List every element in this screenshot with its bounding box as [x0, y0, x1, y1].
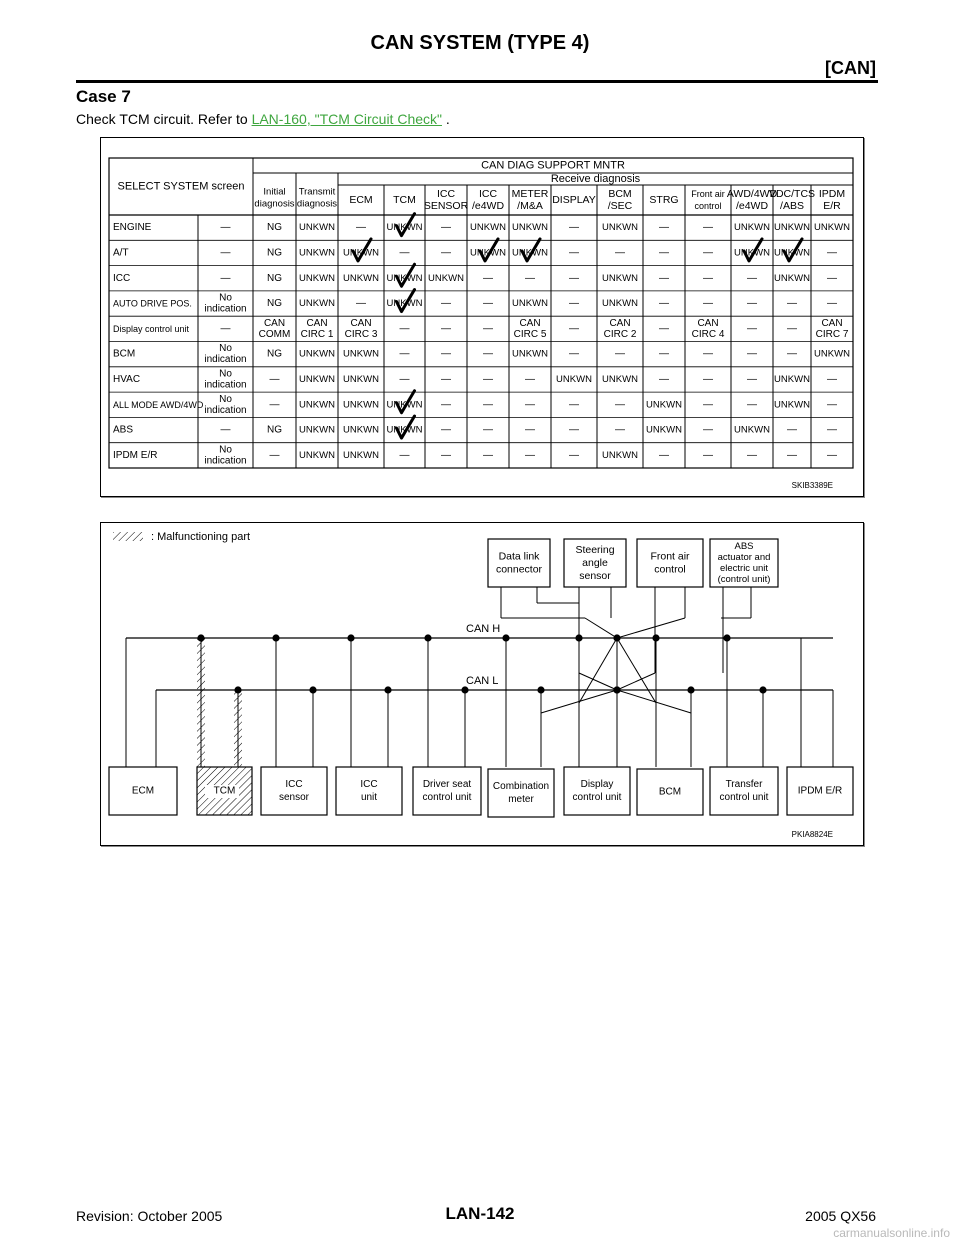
receive-column-header: E/R — [823, 200, 841, 212]
receive-diagnosis-value: — — [441, 298, 451, 310]
receive-diagnosis-value: — — [569, 222, 579, 234]
system-name: ALL MODE AWD/4WD — [113, 399, 204, 410]
transmit-diagnosis-value: — — [269, 399, 280, 411]
system-name: ENGINE — [113, 222, 152, 234]
transmit-diagnosis-value: CAN — [263, 317, 286, 329]
select-system-header: SELECT SYSTEM screen — [117, 180, 245, 193]
receive-diagnosis-value: — — [659, 348, 669, 360]
receive-diagnosis-value: — — [659, 247, 669, 259]
bottom-unit-label: control unit — [422, 792, 472, 803]
bottom-unit-label: sensor — [278, 792, 310, 803]
transmit-diagnosis-header: diagnosis — [296, 198, 338, 210]
receive-diagnosis-value: UNKWN — [470, 247, 506, 259]
junction-dot — [723, 634, 730, 641]
receive-diagnosis-value: — — [703, 399, 713, 411]
receive-diagnosis-value: UNKWN — [299, 373, 335, 385]
initial-diagnosis-value: indication — [204, 455, 247, 467]
receive-diagnosis-value: UNKWN — [814, 348, 850, 360]
receive-diagnosis-value: — — [703, 373, 713, 385]
junction-dot — [234, 686, 241, 693]
receive-diagnosis-value: UNKWN — [299, 348, 335, 360]
receive-diagnosis-value: — — [787, 348, 797, 360]
case-title: Case 7 — [76, 87, 131, 106]
transmit-diagnosis-value: — — [269, 449, 280, 461]
receive-diagnosis-value: UNKWN — [774, 222, 810, 234]
receive-diagnosis-value: — — [747, 272, 757, 284]
page-title: CAN SYSTEM (TYPE 4) — [370, 32, 590, 54]
receive-diagnosis-value: — — [747, 323, 757, 335]
receive-diagnosis-value: — — [703, 272, 713, 284]
wire — [617, 690, 691, 713]
legend-text: : Malfunctioning part — [151, 531, 251, 543]
junction-dot — [424, 634, 431, 641]
system-name: IPDM E/R — [113, 449, 158, 461]
receive-diagnosis-value: UNKWN — [774, 399, 810, 411]
receive-diagnosis-value: UNKWN — [428, 272, 464, 284]
bottom-unit-label: Combination — [492, 781, 550, 792]
top-unit-label: angle — [582, 557, 608, 569]
figure-code: PKIA8824E — [791, 830, 833, 839]
receive-diagnosis-value: UNKWN — [602, 449, 638, 461]
top-unit-label: Data link — [498, 550, 540, 563]
receive-diagnosis-value: UNKWN — [602, 272, 638, 284]
junction-dot — [652, 634, 659, 641]
receive-diagnosis-value: — — [659, 323, 669, 335]
receive-diagnosis-value: — — [615, 348, 625, 360]
receive-column-header: control — [694, 201, 722, 211]
receive-diagnosis-value: CIRC 7 — [815, 328, 849, 340]
receive-diagnosis-value: UNKWN — [512, 298, 548, 310]
receive-diagnosis-value: — — [483, 298, 493, 310]
receive-column-header: SENSOR — [423, 200, 469, 212]
receive-diagnosis-value: — — [827, 298, 837, 310]
bottom-unit-label: meter — [508, 794, 534, 805]
receive-diagnosis-value: UNKWN — [734, 222, 770, 234]
receive-diagnosis-value: — — [525, 373, 535, 385]
bottom-unit-box — [413, 767, 481, 815]
system-name: AUTO DRIVE POS. — [113, 298, 192, 309]
receive-diagnosis-value: — — [569, 399, 579, 411]
initial-diagnosis-value: — — [220, 323, 231, 335]
bottom-unit-label: control unit — [572, 792, 622, 803]
top-unit-label: (control unit) — [717, 574, 771, 585]
instruction-suffix: . — [442, 111, 450, 127]
initial-diagnosis-value: No — [219, 343, 232, 355]
bottom-unit-label: Display — [580, 779, 614, 790]
receive-diagnosis-value: UNKWN — [343, 449, 379, 461]
receive-diagnosis-value: — — [747, 399, 757, 411]
receive-column-header: ICC — [436, 188, 456, 200]
receive-diagnosis-value: CIRC 4 — [691, 328, 725, 340]
instruction-text — [76, 111, 450, 127]
receive-diagnosis-value: UNKWN — [343, 424, 379, 436]
receive-diagnosis-value: — — [483, 373, 493, 385]
receive-diagnosis-value: — — [525, 399, 535, 411]
receive-diagnosis-value: — — [569, 272, 579, 284]
receive-diagnosis-value: — — [827, 399, 837, 411]
receive-diagnosis-value: — — [703, 424, 713, 436]
receive-diagnosis-value: — — [483, 348, 493, 360]
initial-diagnosis-value: No — [219, 292, 232, 304]
receive-column-header: /M&A — [517, 200, 543, 212]
receive-column-header: AWD/4WD — [726, 188, 778, 200]
receive-column-header: STRG — [649, 194, 679, 206]
junction-dot — [575, 634, 582, 641]
bottom-unit-label: ECM — [131, 785, 155, 797]
receive-diagnosis-value: — — [399, 373, 410, 385]
top-unit-label: control — [654, 563, 686, 576]
receive-diagnosis-value: UNKWN — [386, 222, 423, 234]
receive-diagnosis-value: — — [703, 222, 713, 234]
receive-column-header: VDC/TCS — [768, 188, 816, 200]
header-rule — [76, 80, 878, 83]
receive-diagnosis-value: CAN — [609, 317, 631, 329]
receive-diagnosis-value: UNKWN — [299, 399, 335, 411]
initial-diagnosis-value: No — [219, 368, 232, 380]
junction-dot — [461, 686, 468, 693]
system-name: BCM — [113, 348, 136, 360]
bottom-unit-label: Driver seat — [422, 779, 472, 790]
receive-diagnosis-value: — — [569, 323, 579, 335]
can-h-label: CAN H — [466, 623, 501, 635]
receive-diagnosis-value: — — [827, 449, 837, 461]
receive-diagnosis-value: — — [747, 373, 757, 385]
receive-diagnosis-value: UNKWN — [774, 373, 810, 385]
receive-diagnosis-value: — — [441, 222, 451, 234]
receive-diagnosis-value: — — [399, 449, 410, 461]
bottom-unit-label: control unit — [719, 792, 769, 803]
receive-column-header: ECM — [349, 194, 373, 206]
receive-diagnosis-value: — — [483, 424, 493, 436]
receive-diagnosis-value: UNKWN — [602, 222, 638, 234]
receive-diagnosis-value: — — [569, 348, 579, 360]
bottom-unit-box — [336, 767, 402, 815]
receive-diagnosis-value: — — [441, 348, 451, 360]
receive-diagnosis-value: UNKWN — [299, 247, 335, 259]
transmit-diagnosis-value: — — [269, 373, 280, 385]
instruction-prefix: Check TCM circuit. Refer to — [76, 111, 252, 127]
receive-diagnosis-header: Receive diagnosis — [550, 173, 641, 185]
receive-diagnosis-value: UNKWN — [299, 298, 335, 310]
transmit-diagnosis-value: NG — [267, 222, 282, 234]
wire — [617, 673, 655, 690]
receive-diagnosis-value: — — [787, 323, 797, 335]
wire — [617, 638, 656, 703]
receive-diagnosis-value: — — [483, 399, 493, 411]
receive-diagnosis-value: — — [399, 323, 410, 335]
receive-diagnosis-value: — — [525, 272, 535, 284]
receive-diagnosis-value: — — [441, 449, 451, 461]
receive-diagnosis-value: UNKWN — [734, 424, 770, 436]
receive-diagnosis-value: CIRC 2 — [603, 328, 637, 340]
legend-hatch-swatch — [113, 532, 143, 541]
receive-diagnosis-value: UNKWN — [343, 272, 379, 284]
receive-diagnosis-value: — — [787, 298, 797, 310]
receive-diagnosis-value: — — [827, 424, 837, 436]
can-diag-table — [101, 138, 863, 496]
receive-diagnosis-value: — — [827, 373, 837, 385]
receive-diagnosis-value: UNKWN — [386, 399, 423, 411]
receive-diagnosis-value: — — [747, 449, 757, 461]
receive-diagnosis-value: UNKWN — [299, 272, 335, 284]
receive-diagnosis-value: UNKWN — [774, 272, 810, 284]
junction-dot — [759, 686, 766, 693]
system-name: HVAC — [113, 373, 141, 385]
initial-diagnosis-value: No — [219, 444, 232, 456]
receive-diagnosis-value: — — [827, 247, 837, 259]
bottom-unit-box — [261, 767, 327, 815]
bottom-unit-label: unit — [360, 792, 378, 803]
initial-diagnosis-value: No — [219, 393, 232, 405]
receive-diagnosis-value: — — [399, 348, 410, 360]
junction-dot — [687, 686, 694, 693]
receive-diagnosis-value: UNKWN — [646, 424, 682, 436]
receive-column-header: /e4WD — [471, 200, 505, 212]
receive-diagnosis-value: — — [615, 247, 625, 259]
receive-diagnosis-value: UNKWN — [343, 348, 379, 360]
receive-diagnosis-value: — — [703, 449, 713, 461]
footer-model: 2005 QX56 — [805, 1208, 876, 1224]
initial-diagnosis-value: indication — [204, 379, 247, 391]
receive-column-header: TCM — [393, 194, 416, 206]
receive-column-header: Front air — [691, 189, 725, 199]
receive-diagnosis-value: — — [569, 298, 579, 310]
receive-diagnosis-value: CAN — [821, 317, 843, 329]
junction-dot — [197, 634, 204, 641]
transmit-diagnosis-value: COMM — [258, 328, 291, 340]
receive-diagnosis-value: — — [483, 323, 493, 335]
receive-diagnosis-value: — — [441, 323, 451, 335]
receive-diagnosis-value: — — [483, 272, 493, 284]
receive-diagnosis-value: UNKWN — [556, 373, 592, 385]
receive-diagnosis-value: — — [747, 348, 757, 360]
receive-diagnosis-value: — — [659, 449, 669, 461]
receive-diagnosis-value: — — [399, 247, 410, 259]
receive-diagnosis-value: — — [615, 399, 625, 411]
receive-diagnosis-value: — — [525, 424, 535, 436]
top-unit-label: Front air — [650, 550, 690, 563]
transmit-diagnosis-header: Transmit — [298, 186, 336, 198]
receive-diagnosis-value: CAN — [306, 317, 328, 329]
junction-dot — [537, 686, 544, 693]
receive-diagnosis-value: UNKWN — [734, 247, 770, 259]
transmit-diagnosis-value: NG — [267, 272, 282, 284]
initial-diagnosis-value: indication — [204, 354, 247, 366]
receive-diagnosis-value: CAN — [350, 317, 372, 329]
junction-dot — [309, 686, 316, 693]
table-main-header: CAN DIAG SUPPORT MNTR — [481, 159, 625, 172]
receive-diagnosis-value: — — [787, 449, 797, 461]
bottom-unit-label: Transfer — [725, 779, 763, 790]
transmit-diagnosis-value: NG — [267, 247, 282, 259]
receive-diagnosis-value: — — [703, 298, 713, 310]
wire — [585, 618, 617, 638]
receive-diagnosis-value: CIRC 5 — [513, 328, 547, 340]
transmit-diagnosis-value: NG — [267, 298, 282, 310]
system-name: A/T — [113, 247, 129, 259]
wire — [617, 618, 685, 638]
bottom-unit-label: ICC — [360, 779, 378, 790]
receive-diagnosis-value: UNKWN — [646, 399, 682, 411]
receive-diagnosis-value: UNKWN — [470, 222, 506, 234]
top-unit-label: Steering — [575, 544, 615, 556]
reference-link[interactable]: LAN-160, "TCM Circuit Check" — [251, 111, 442, 127]
initial-diagnosis-value: indication — [204, 303, 247, 315]
wire — [579, 638, 617, 703]
receive-diagnosis-value: UNKWN — [343, 373, 379, 385]
receive-diagnosis-value: — — [703, 348, 713, 360]
receive-diagnosis-value: UNKWN — [343, 399, 379, 411]
top-unit-label: actuator and — [717, 552, 771, 563]
initial-diagnosis-value: — — [220, 222, 231, 234]
receive-column-header: BCM — [608, 188, 632, 200]
receive-diagnosis-value: — — [787, 424, 797, 436]
receive-diagnosis-value: — — [827, 272, 837, 284]
receive-diagnosis-value: UNKWN — [299, 222, 335, 234]
receive-diagnosis-value: — — [703, 247, 713, 259]
receive-column-header: /SEC — [607, 200, 633, 212]
receive-diagnosis-value: UNKWN — [343, 247, 379, 259]
section-tag: [CAN] — [825, 58, 876, 78]
receive-diagnosis-value: UNKWN — [512, 348, 548, 360]
receive-diagnosis-value: — — [483, 449, 493, 461]
receive-diagnosis-value: — — [659, 272, 669, 284]
initial-diagnosis-value: — — [220, 247, 231, 259]
receive-column-header: ICC — [478, 188, 498, 200]
receive-column-header: DISPLAY — [552, 194, 596, 206]
receive-diagnosis-value: — — [441, 247, 451, 259]
bottom-unit-box — [564, 767, 630, 815]
receive-diagnosis-value: CIRC 3 — [344, 328, 378, 340]
bottom-unit-label: IPDM E/R — [797, 785, 843, 797]
watermark: carmanualsonline.info — [833, 1226, 950, 1240]
receive-diagnosis-value: — — [569, 449, 579, 461]
bottom-unit-box — [488, 769, 554, 817]
figure-code: SKIB3389E — [791, 481, 833, 490]
system-name: Display control unit — [113, 323, 190, 334]
can-wiring-diagram-figure — [100, 522, 864, 846]
transmit-diagnosis-value: NG — [267, 424, 282, 436]
receive-diagnosis-value: — — [659, 222, 669, 234]
receive-diagnosis-value: UNKWN — [602, 373, 638, 385]
receive-diagnosis-value: — — [441, 399, 451, 411]
bottom-unit-label: TCM — [213, 785, 236, 797]
junction-dot — [272, 634, 279, 641]
receive-diagnosis-value: UNKWN — [386, 298, 423, 310]
receive-diagnosis-value: — — [356, 222, 366, 234]
receive-diagnosis-value: UNKWN — [512, 247, 548, 259]
receive-diagnosis-value: — — [659, 298, 669, 310]
receive-diagnosis-value: — — [747, 298, 757, 310]
top-unit-label: sensor — [579, 570, 611, 582]
receive-diagnosis-value: — — [441, 373, 451, 385]
receive-diagnosis-value: — — [569, 247, 579, 259]
initial-diagnosis-value: indication — [204, 404, 247, 416]
receive-diagnosis-value: — — [615, 424, 625, 436]
receive-diagnosis-value: UNKWN — [299, 449, 335, 461]
receive-column-header: /ABS — [780, 200, 804, 212]
receive-column-header: METER — [511, 188, 549, 200]
receive-diagnosis-value: CAN — [697, 317, 719, 329]
receive-diagnosis-value: CIRC 1 — [300, 328, 334, 340]
receive-diagnosis-value: CAN — [519, 317, 541, 329]
receive-diagnosis-value: — — [356, 298, 366, 310]
initial-diagnosis-value: — — [220, 424, 231, 436]
bottom-unit-label: BCM — [658, 786, 682, 798]
bottom-unit-label: ICC — [285, 779, 303, 790]
receive-diagnosis-value: — — [441, 424, 451, 436]
receive-diagnosis-value: UNKWN — [774, 247, 810, 259]
receive-diagnosis-value: UNKWN — [602, 298, 638, 310]
can-diag-table-figure — [100, 137, 864, 497]
top-unit-label: connector — [495, 563, 543, 576]
initial-diagnosis-header: diagnosis — [254, 198, 295, 210]
bottom-unit-box — [710, 767, 778, 815]
junction-dot — [347, 634, 354, 641]
receive-diagnosis-value: UNKWN — [299, 424, 335, 436]
receive-diagnosis-value: UNKWN — [814, 222, 850, 234]
receive-diagnosis-value: — — [569, 424, 579, 436]
system-name: ABS — [113, 424, 134, 436]
receive-diagnosis-value: — — [659, 373, 669, 385]
junction-dot — [384, 686, 391, 693]
receive-column-header: IPDM — [818, 188, 846, 200]
system-name: ICC — [113, 272, 131, 284]
initial-diagnosis-value: — — [220, 272, 231, 284]
receive-diagnosis-value: — — [525, 449, 535, 461]
top-unit-label: electric unit — [719, 563, 769, 574]
can-l-label: CAN L — [466, 675, 499, 687]
footer-revision: Revision: October 2005 — [76, 1208, 223, 1224]
receive-diagnosis-value: UNKWN — [512, 222, 548, 234]
receive-diagnosis-value: UNKWN — [386, 424, 423, 436]
initial-diagnosis-header: Initial — [263, 186, 286, 198]
footer-page-number: LAN-142 — [445, 1204, 515, 1223]
receive-column-header: /e4WD — [735, 200, 769, 212]
wire — [579, 673, 617, 690]
junction-dot — [502, 634, 509, 641]
receive-diagnosis-value: UNKWN — [386, 272, 423, 284]
transmit-diagnosis-value: NG — [267, 348, 282, 360]
can-wiring-diagram — [101, 523, 863, 845]
top-unit-label: ABS — [734, 541, 754, 552]
